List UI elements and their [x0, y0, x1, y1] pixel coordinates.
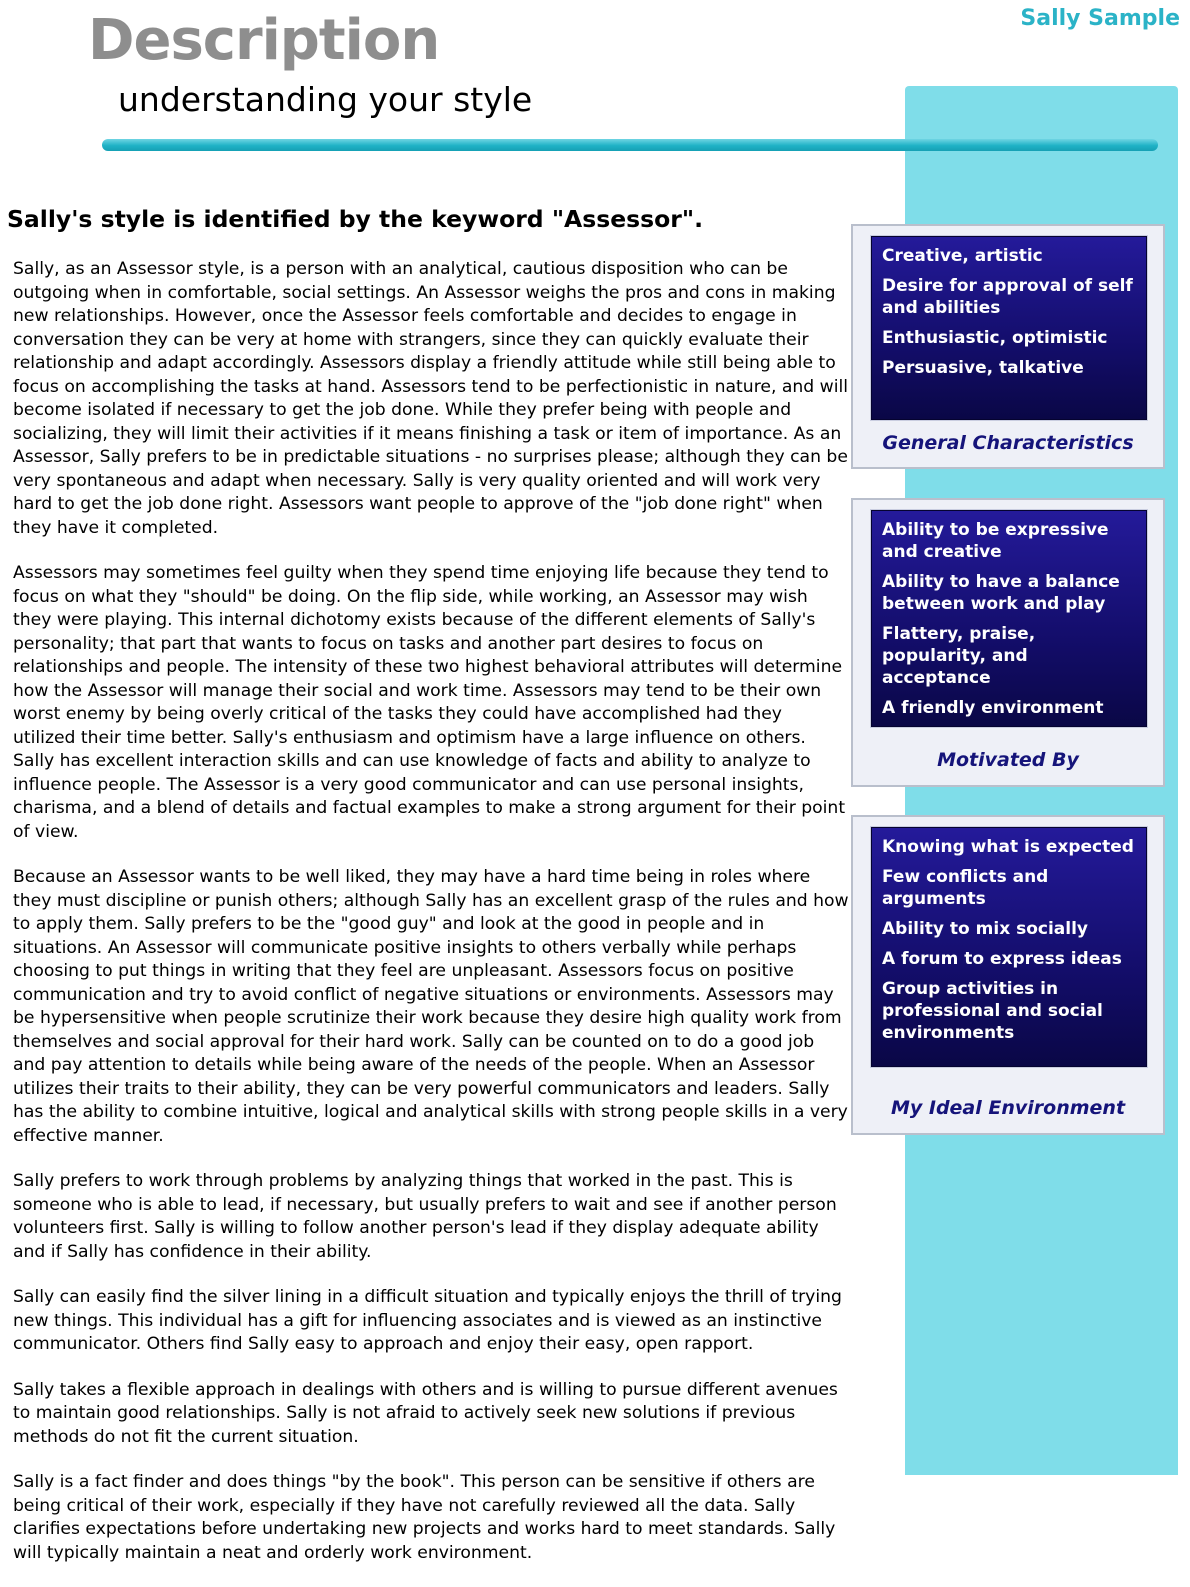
- list-item: A forum to express ideas: [882, 949, 1122, 969]
- list-item: Creative, artistic: [882, 246, 1043, 266]
- paragraph: Because an Assessor wants to be well liked, they may have a hard time being in roles where they must discipline or punish others; although Sally has an excellent grasp of the rules and how to apply them. Sally prefers to be the "good guy" and look at the good in people and in situations. An Assessor will communicate positive insights to others verbally while perhaps choosing to put things in writing that they feel are unpleasant. Assessors focus on positive communication and try to avoid conflict of negative situations or environments. Assessors may be hypersensitive when people scrutinize their work because they desire high quality work from themselves and social approval for their hard work. Sally can be counted on to do a good job and pay attention to details while being aware of the needs of the people. When an Assessor utilizes their traits to their ability, they can be very powerful communicators and leaders. Sally has the ability to combine intuitive, logical and analytical skills with strong people skills in a very effective manner.: [13, 867, 849, 1146]
- page-title: Description: [88, 8, 440, 73]
- page-subtitle: understanding your style: [118, 80, 533, 119]
- paragraph: Assessors may sometimes feel guilty when they spend time enjoying life because they tend to focus on what they "should" be doing. On the flip side, while working, an Assessor may wish they were playing. This internal dichotomy exists because of the different elements of Sally's personality; that part that wants to focus on tasks and another part desires to focus on relationships and people. The intensity of these two highest behavioral attributes will determine how the Assessor will manage their social and work time. Assessors may tend to be their own worst enemy by being overly critical of the tasks they could have accomplished had they utilized their time better. Sally's enthusiasm and optimism have a large influence on others. Sally has excellent interaction skills and can use knowledge of facts and ability to analyze to influence people. The Assessor is a very good communicator and can use personal insights, charisma, and a blend of details and factual examples to make a strong argument for their point of view.: [13, 563, 846, 842]
- paragraph: Sally can easily find the silver lining in a difficult situation and typically enjoys the thrill of trying new things. This individual has a gift for influencing associates and is viewed as an instinctive communicator. Others find Sally easy to approach and enjoy their easy, open rapport.: [13, 1287, 842, 1354]
- list-item: Ability to have a balance between work and play: [882, 572, 1120, 614]
- style-keyword-heading: Sally's style is identified by the keyword "Assessor".: [7, 205, 704, 233]
- list-item: Group activities in professional and social environments: [882, 979, 1103, 1043]
- panel-caption: My Ideal Environment: [890, 1097, 1126, 1119]
- general-characteristics-panel: [851, 224, 1165, 469]
- user-name: Sally Sample: [1020, 6, 1180, 31]
- panel-caption: Motivated By: [937, 749, 1079, 771]
- list-item: Enthusiastic, optimistic: [882, 328, 1108, 348]
- list-item: Persuasive, talkative: [882, 358, 1084, 378]
- list-item: Ability to mix socially: [882, 919, 1088, 939]
- list-item: Few conflicts and arguments: [882, 867, 1049, 909]
- description-body: [13, 258, 849, 1587]
- panel-list: [871, 236, 1147, 420]
- paragraph: Sally is a fact finder and does things "by the book". This person can be sensitive if others are being critical of their work, especially if they have not carefully reviewed all the data. Sally clarifies expectations before undertaking new projects and works hard to meet standards. Sally will typically maintain a neat and orderly work environment.: [13, 1472, 836, 1563]
- panel-list: [871, 510, 1147, 727]
- header-divider: [102, 139, 1158, 151]
- list-item: Flattery, praise, popularity, and acceptance: [882, 624, 1036, 688]
- motivated-by-panel: [851, 498, 1165, 787]
- paragraph: Sally prefers to work through problems by analyzing things that worked in the past. This is someone who is able to lead, if necessary, but usually prefers to wait and see if another person volunteers first. Sally is willing to follow another person's lead if they display adequate ability and if Sally has confidence in their ability.: [13, 1171, 837, 1262]
- paragraph: Sally, as an Assessor style, is a person with an analytical, cautious disposition who can be outgoing when in comfortable, social settings. An Assessor weighs the pros and cons in making new relationships. However, once the Assessor feels comfortable and decides to engage in conversation they can be very at home with strangers, since they can quickly evaluate their relationship and adapt accordingly. Assessors display a friendly attitude while still being able to focus on accomplishing the tasks at hand. Assessors tend to be perfectionistic in nature, and will become isolated if necessary to get the job done. While they prefer being with people and socializing, they will limit their activities if it means finishing a task or item of importance. As an Assessor, Sally prefers to be in predictable situations - no surprises please; although they can be very spontaneous and adapt when necessary. Sally is very quality oriented and will work very hard to get the job done right. Assessors want people to approve of the "job done right" when they have it completed.: [13, 259, 849, 538]
- list-item: A friendly environment: [882, 698, 1104, 718]
- list-item: Ability to be expressive and creative: [882, 520, 1109, 562]
- paragraph: Sally takes a flexible approach in dealings with others and is willing to pursue different avenues to maintain good relationships. Sally is not afraid to actively seek new solutions if previous methods do not fit the current situation.: [13, 1379, 838, 1447]
- panel-caption: General Characteristics: [882, 432, 1134, 454]
- panel-list: [871, 827, 1147, 1067]
- list-item: Knowing what is expected: [882, 837, 1134, 857]
- ideal-environment-panel: [851, 815, 1165, 1135]
- list-item: Desire for approval of self and abilities: [882, 276, 1133, 318]
